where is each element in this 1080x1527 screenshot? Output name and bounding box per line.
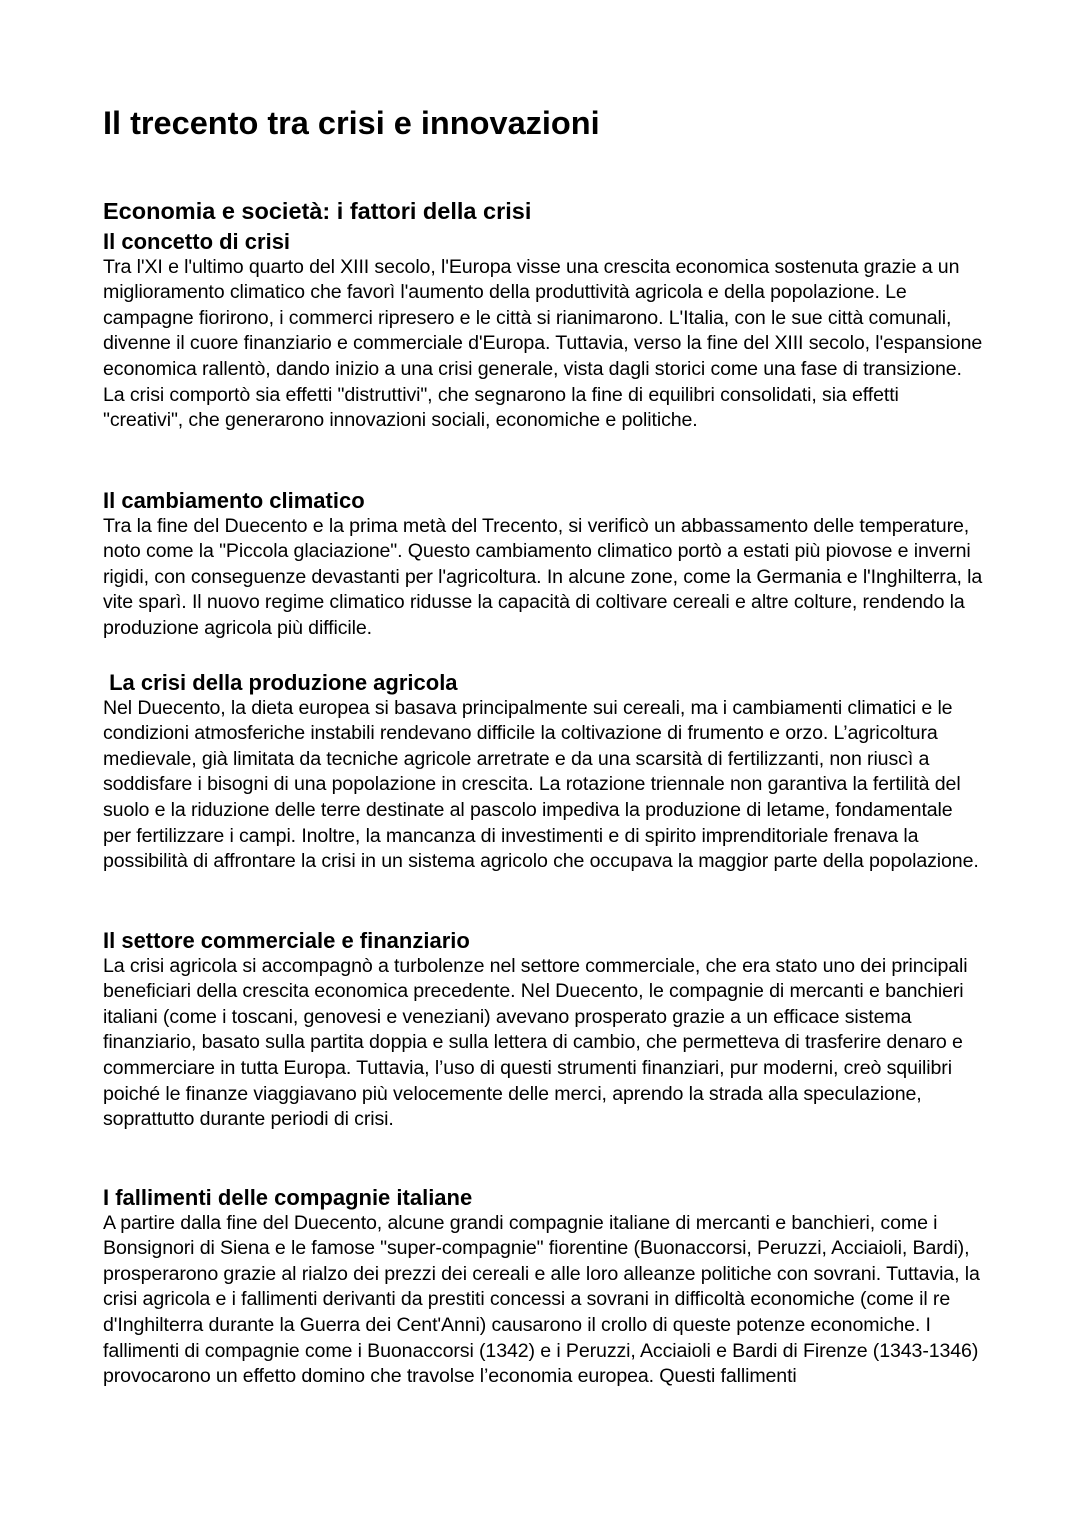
chapter-heading: Economia e società: i fattori della crisi (103, 198, 532, 224)
section-paragraph: A partire dalla fine del Duecento, alcune grandi compagnie italiane di mercanti e banchieri, come i Bonsignori di Siena e le famose "super-compagnie" fiorentine (Buonaccorsi, Peruzzi, Acciaioli, Bardi), prosperarono grazie al rialzo dei prezzi dei cereali e alle loro alleanze politiche con sovrani. Tuttavia, la crisi agricola e i fallimenti derivanti da prestiti concessi a sovrani in difficoltà economiche (come il re d'Inghilterra durante la Guerra dei Cent'Anni) causarono il crollo di queste potenze economiche. I fallimenti di compagnie come i Buonaccorsi (1342) e i Peruzzi, Acciaioli e Bardi di Firenze (1343-1346) provocarono un effetto domino che travolse l’economia europea. Questi fallimenti (103, 1211, 980, 1388)
section-paragraph: La crisi agricola si accompagnò a turbolenze nel settore commerciale, che era stato uno dei principali beneficiari della crescita economica precedente. Nel Duecento, le compagnie di mercanti e banchieri italiani (come i toscani, genovesi e veneziani) avevano prosperato grazie a un efficace sistema finanziario, basato sulla partita doppia e sulla lettera di cambio, che permetteva di trasferire denaro e commerciare in tutta Europa. Tuttavia, l’uso di questi strumenti finanziari, pur moderni, creò squilibri poiché le finanze viaggiavano più velocemente delle merci, aprendo la strada alla speculazione, soprattutto durante periodi di crisi. (103, 954, 968, 1131)
section-heading: Il concetto di crisi (103, 229, 291, 254)
section-crisi-produzione-agricola (103, 670, 983, 875)
section-fallimenti-compagnie (103, 1185, 983, 1390)
section-settore-commerciale (103, 928, 983, 1133)
section-heading: Il cambiamento climatico (103, 488, 365, 513)
section-paragraph: Tra la fine del Duecento e la prima metà del Trecento, si verificò un abbassamento delle temperature, noto come la "Piccola glaciazione". Questo cambiamento climatico portò a estati più piovose e inverni rigidi, con conseguenze devastanti per l'agricoltura. In alcune zone, come la Germania e l'Inghilterra, la vite sparì. Il nuovo regime climatico ridusse la capacità di coltivare cereali e altre colture, rendendo la produzione agricola più difficile. (103, 514, 983, 639)
section-paragraph: Nel Duecento, la dieta europea si basava principalmente sui cereali, ma i cambiamenti climatici e le condizioni atmosferiche instabili rendevano difficile la coltivazione di frumento e orzo. L’agricoltura medievale, già limitata da tecniche agricole arretrate e da una scarsità di fertilizzanti, non riuscì a soddisfare i bisogni di una popolazione in crescita. La rotazione triennale non garantiva la fertilità del suolo e la riduzione delle terre destinate al pascolo impediva la produzione di letame, fondamentale per fertilizzare i campi. Inoltre, la mancanza di investimenti e di spirito imprenditoriale frenava la possibilità di affrontare la crisi in un sistema agricolo che occupava la maggior parte della popolazione. (103, 696, 979, 873)
document-title: Il trecento tra crisi e innovazioni (103, 105, 600, 141)
section-cambiamento-climatico (103, 488, 983, 642)
section-paragraph: Tra l'XI e l'ultimo quarto del XIII secolo, l'Europa visse una crescita economica sostenuta grazie a un miglioramento climatico che favorì l'aumento della produttività agricola e della popolazione. Le campagne fiorirono, i commerci ripresero e le città si rianimarono. L'Italia, con le sue città comunali, divenne il cuore finanziario e commerciale d'Europa. Tuttavia, verso la fine del XIII secolo, l'espansione economica rallentò, dando inizio a una crisi generale, vista dagli storici come una fase di transizione. La crisi comportò sia effetti "distruttivi", che segnarono la fine di equilibri consolidati, sia effetti "creativi", che generarono innovazioni sociali, economiche e politiche. (103, 255, 983, 432)
section-concetto-di-crisi (103, 229, 983, 434)
section-heading: I fallimenti delle compagnie italiane (103, 1185, 473, 1210)
section-heading: La crisi della produzione agricola (103, 670, 458, 695)
section-heading: Il settore commerciale e finanziario (103, 928, 470, 953)
